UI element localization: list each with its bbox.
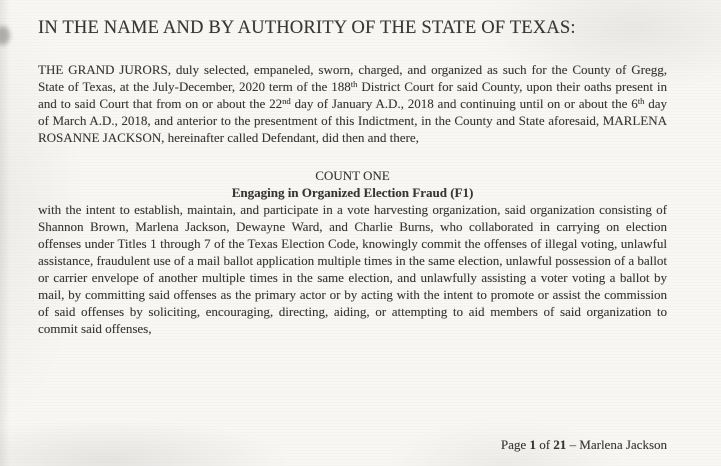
page-footer: Page 1 of 21 – Marlena Jackson	[500, 437, 667, 452]
scan-edge-shadow	[0, 0, 10, 466]
document-title: IN THE NAME AND BY AUTHORITY OF THE STATE OF TEXAS:	[38, 18, 576, 38]
count-one-heading-block	[38, 167, 667, 201]
count-one-body-paragraph: with the intent to establish, maintain, and participate in a vote harvesting organization, said organization consisting of Shannon Brown, Marlena Jackson, Dewayne Ward, and Charlie Burns, who collaborated in carrying on election offenses under Titles 1 through 7 of the Texas Election Code, knowingly commit the offenses of illegal voting, unlawful assistance, fraudulent use of a mail ballot application multiple times in the same election, unlawful possession of a ballot or carrier envelope of another multiple times in the same election, and unlawfully assisting a voter voting a ballot by mail, by committing said offenses as the primary actor or by acting with the intent to promote or assist the commission of said offenses by soliciting, encouraging, directing, aiding, or attempting to aid members of said organization to commit said offenses,	[38, 202, 667, 336]
grand-jurors-paragraph: THE GRAND JURORS, duly selected, empaneled, sworn, charged, and organized as such for the County of Gregg, State of Texas, at the July-December, 2020 term of the 188th District Court for said County, upon their oaths present in and to said Court that from on or about the 22nd day of January A.D., 2018 and continuing until on or about the 6th day of March A.D., 2018, and anterior to the presentment of this Indictment, in the County and State aforesaid, MARLENA ROSANNE JACKSON, hereinafter called Defendant, did then and there,	[38, 62, 667, 145]
document-content	[38, 0, 667, 337]
count-one-heading: COUNT ONE	[315, 168, 390, 183]
count-one-charge: Engaging in Organized Election Fraud (F1)	[231, 185, 474, 200]
